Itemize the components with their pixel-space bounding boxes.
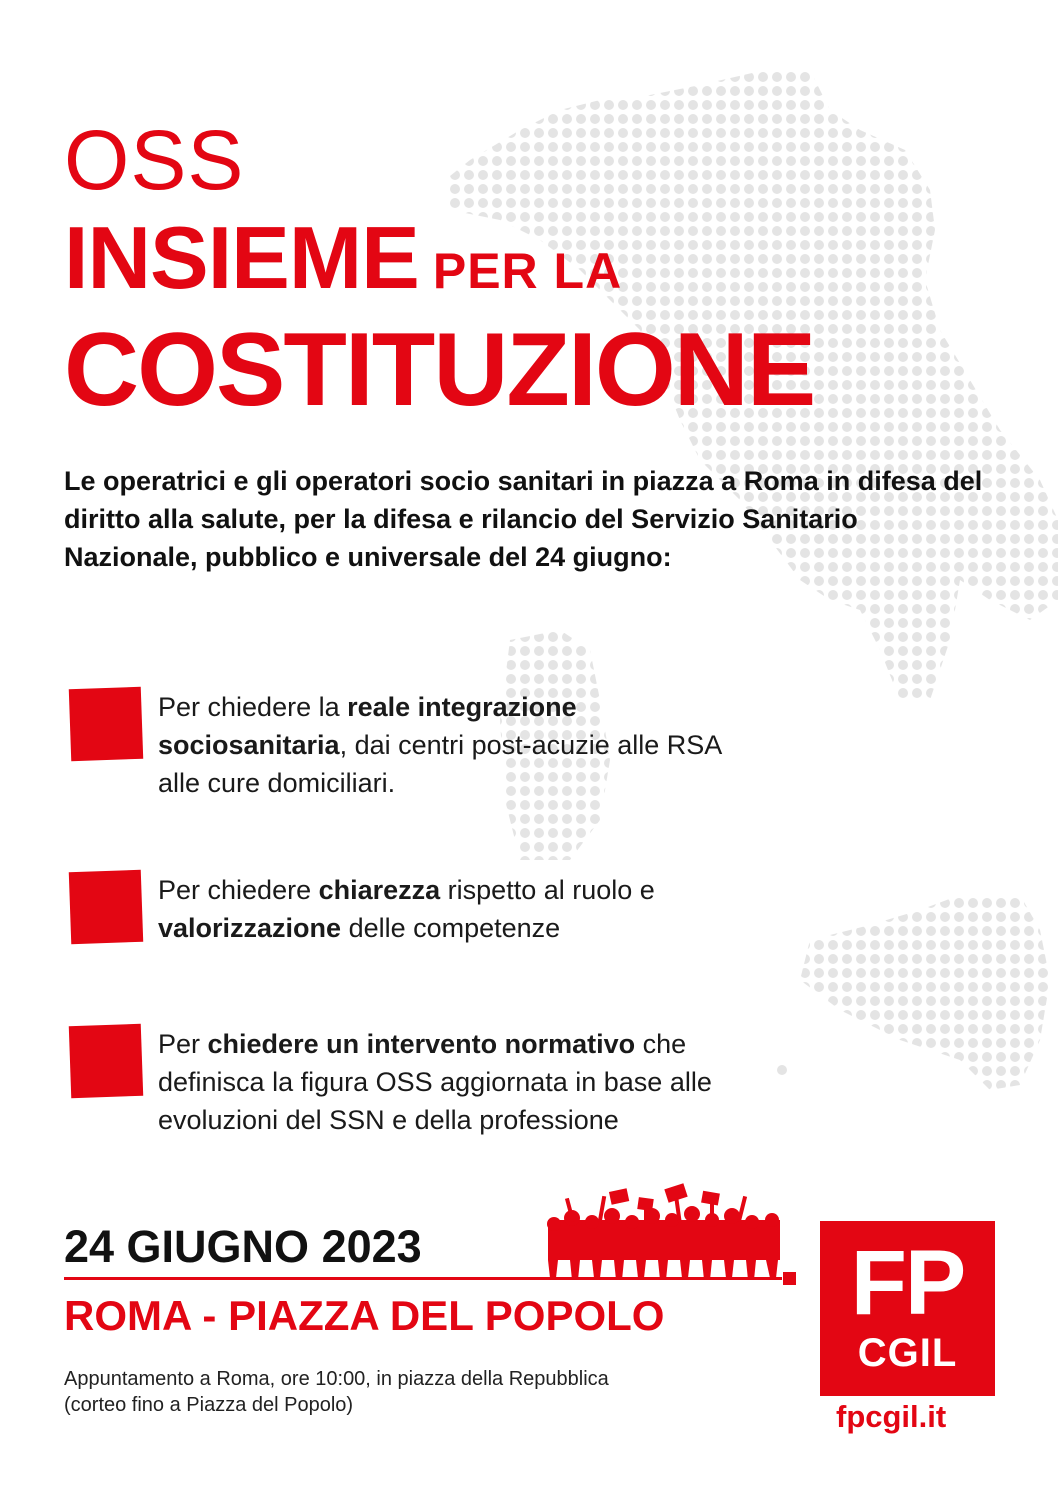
bullet-square-2 [69, 870, 143, 944]
website-link[interactable]: fpcgil.it [836, 1399, 947, 1434]
event-place: ROMA - PIAZZA DEL POPOLO [64, 1292, 665, 1339]
bullet-2-pre: Per chiedere [158, 875, 319, 905]
bullet-2-bold: chiarezza [318, 875, 441, 905]
bullet-3-post: che definisca la figura OSS aggiornata in base alle evoluzioni del SSN e della professione [158, 1029, 712, 1135]
intro-paragraph: Le operatrici e gli operatori socio sanitari in piazza a Roma in difesa del diritto alla salute, per la difesa e rilancio del Servizio Sanitario Nazionale, pubblico e universale del 24 giugno: [64, 466, 983, 572]
protest-crowd-icon [540, 1178, 790, 1288]
bullet-text-3 [158, 1025, 748, 1139]
title-per-la: PER LA [432, 243, 623, 299]
bullet-1-post: , dai centri post-acuzie alle RSA alle cure domiciliari. [158, 730, 721, 798]
divider-end-square [783, 1272, 796, 1285]
title-costituzione: COSTITUZIONE [64, 312, 815, 428]
title-line-1 [64, 208, 623, 307]
bullet-2-mid: rispetto al ruolo e [440, 875, 655, 905]
bullet-text-2 [158, 871, 748, 947]
event-date: 24 GIUGNO 2023 [64, 1221, 422, 1272]
bullet-square-3 [69, 1024, 143, 1098]
logo-cgil: CGIL [857, 1331, 958, 1375]
bullet-1-pre: Per chiedere la [158, 692, 348, 722]
bullet-square-1 [69, 687, 143, 761]
bullet-text-1 [158, 688, 748, 802]
title-insieme: INSIEME [64, 208, 419, 307]
kicker-oss: OSS [64, 113, 245, 207]
event-note [64, 1366, 609, 1418]
logo-fp: FP [850, 1232, 965, 1334]
event-note-line-1: Appuntamento a Roma, ore 10:00, in piazza della Repubblica [64, 1368, 609, 1390]
bullet-2-post: delle competenze [341, 913, 561, 943]
bullet-2-bold2: valorizzazione [158, 913, 342, 943]
bullet-1-bold: reale integrazione sociosanitaria [158, 692, 577, 760]
event-note-line-2: (corteo fino a Piazza del Popolo) [64, 1394, 354, 1416]
divider-line [64, 1277, 782, 1280]
bullet-3-pre: Per [158, 1029, 208, 1059]
fp-cgil-logo [820, 1221, 995, 1396]
bullet-3-bold: chiedere un intervento normativo [207, 1029, 636, 1059]
